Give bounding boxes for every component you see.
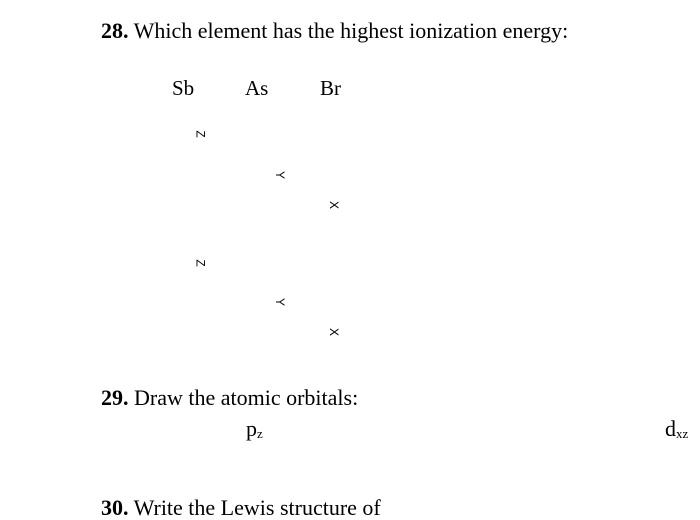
axis-label-y-2 <box>273 296 288 308</box>
orbital-dxz-sub: xz <box>676 426 689 441</box>
orbital-dxz-base: d <box>665 416 676 441</box>
axis-label-z-text: Z <box>193 130 208 138</box>
axis-label-x <box>327 199 342 211</box>
orbital-pz-base: p <box>246 416 257 441</box>
axis-label-z <box>193 128 208 140</box>
element-option-br: Br <box>320 76 341 100</box>
orbital-pz-label <box>246 418 263 440</box>
question-28-text: Which element has the highest ionization energy: <box>133 18 569 43</box>
question-30-number: 30. <box>101 495 129 520</box>
axis-label-y-text: Y <box>273 170 288 180</box>
axis-label-z-2-text: Z <box>193 259 208 267</box>
question-30-partial <box>101 497 381 519</box>
element-option-as: As <box>245 76 269 100</box>
orbital-pz-sub: z <box>257 426 263 441</box>
question-28-number: 28. <box>101 18 129 43</box>
axis-label-x-2-text: X <box>327 327 342 337</box>
question-30-text: Write the Lewis structure of <box>133 495 381 520</box>
question-29-text: Draw the atomic orbitals: <box>134 385 359 410</box>
axis-label-y-2-text: Y <box>273 297 288 307</box>
question-29 <box>101 387 358 409</box>
orbital-dxz-label <box>665 418 688 440</box>
axis-label-y <box>273 169 288 181</box>
question-29-number: 29. <box>101 385 129 410</box>
axis-label-x-text: X <box>327 200 342 210</box>
axis-label-z-2 <box>193 257 208 269</box>
element-option-sb: Sb <box>172 76 195 100</box>
axis-label-x-2 <box>327 326 342 338</box>
question-28 <box>101 20 568 42</box>
